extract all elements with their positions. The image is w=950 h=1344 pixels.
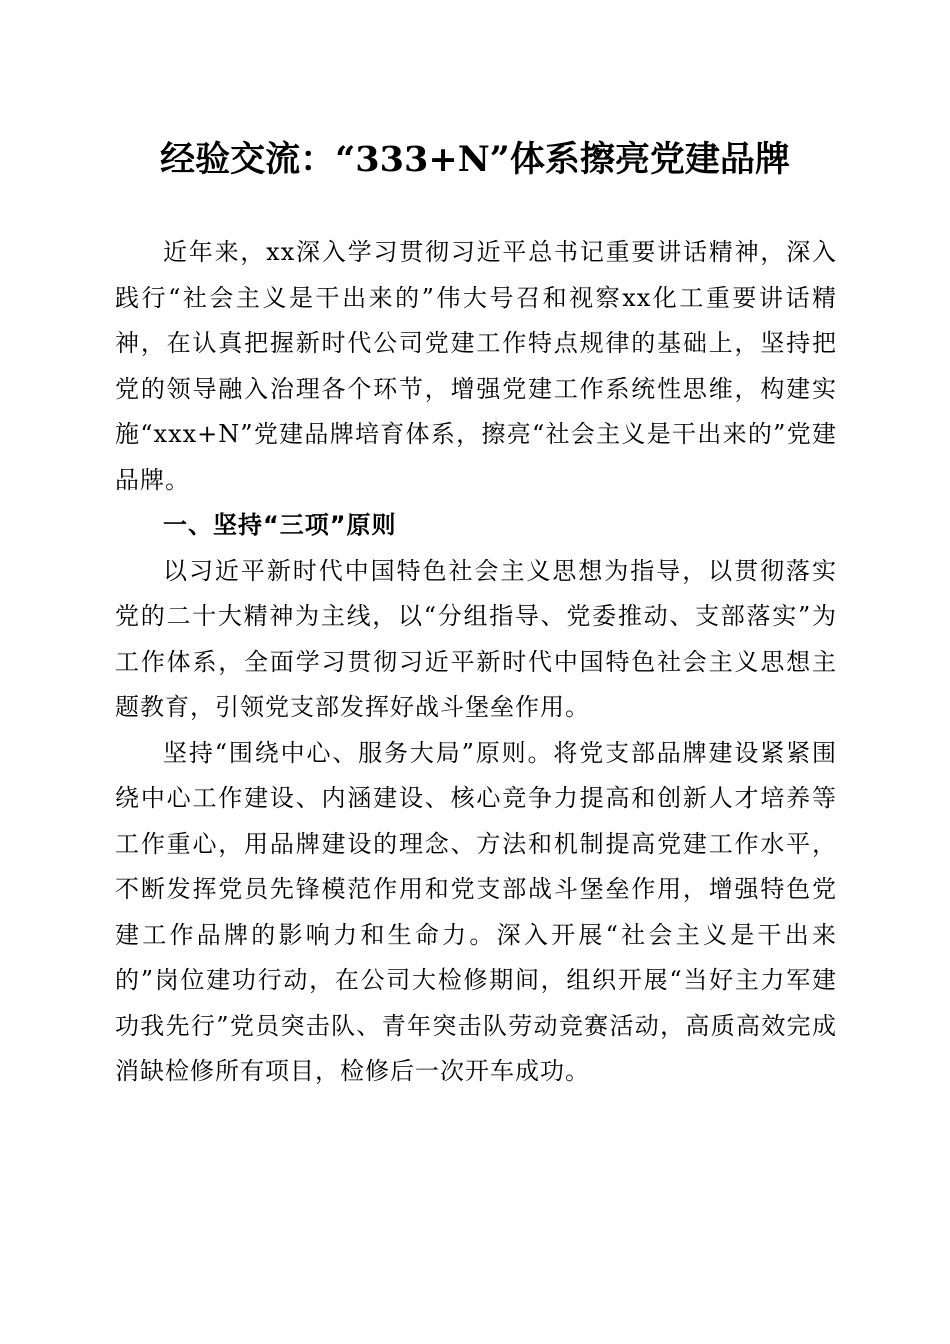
section-1-paragraph-2: 坚持“围绕中心、服务大局”原则。将党支部品牌建设紧紧围绕中心工作建设、内涵建设、核心竞争力提高和创新人才培养等工作重心，用品牌建设的理念、方法和机制提高党建工作水平，不断发挥党员先锋模范作用和党支部战斗堡垒作用，增强特色党建工作品牌的影响力和生命力。深入开展“社会主义是干出来的”岗位建功行动，在公司大检修期间，组织开展“当好主力军建功我先行”党员突击队、青年突击队劳动竞赛活动，高质高效完成消缺检修所有项目，检修后一次开车成功。	[115, 738, 837, 1085]
intro-paragraph: 近年来，xx深入学习贯彻习近平总书记重要讲话精神，深入践行“社会主义是干出来的”伟大号召和视察xx化工重要讲话精神，在认真把握新时代公司党建工作特点规律的基础上，坚持把党的领导融入治理各个环节，增强党建工作系统性思维，构建实施“xxx+N”党建品牌培育体系，擦亮“社会主义是干出来的”党建品牌。	[115, 238, 837, 494]
section-1-heading: 一、坚持“三项”原则	[163, 511, 397, 539]
document-body	[115, 230, 837, 1095]
section-1-paragraph-1: 以习近平新时代中国特色社会主义思想为指导，以贯彻落实党的二十大精神为主线，以“分组指导、党委推动、支部落实”为工作体系，全面学习贯彻习近平新时代中国特色社会主义思想主题教育，引领党支部发挥好战斗堡垒作用。	[115, 556, 837, 721]
document-title: 经验交流：“333+N”体系擦亮党建品牌	[160, 139, 790, 180]
